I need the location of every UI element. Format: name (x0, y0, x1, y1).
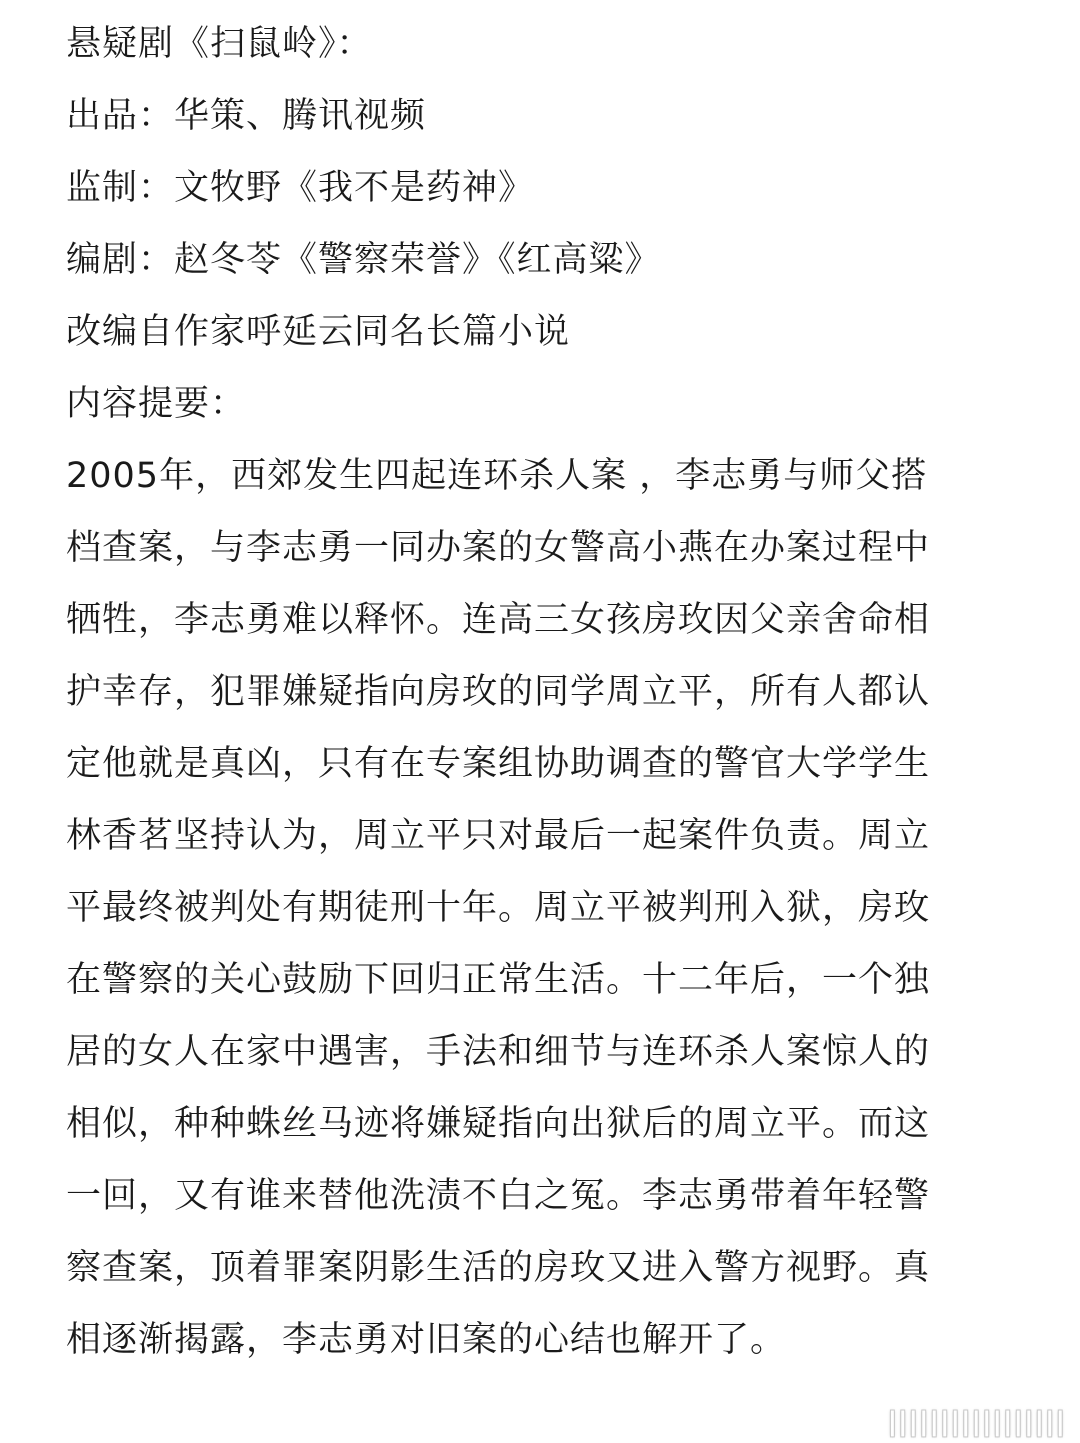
adaptation-line: 改编自作家呼延云同名长篇小说 (66, 312, 571, 352)
summary-line: 定他就是真凶，只有在专案组协助调查的警官大学学生 (66, 744, 931, 784)
producer-line: 出品：华策、腾讯视频 (66, 96, 427, 136)
summary-line: 2005年，西郊发生四起连环杀人案 ，李志勇与师父搭 (66, 456, 928, 496)
summary-line: 居的女人在家中遇害，手法和细节与连环杀人案惊人的 (66, 1032, 931, 1072)
summary-line: 在警察的关心鼓励下回归正常生活。十二年后，一个独 (66, 960, 931, 1000)
document-body (66, 8, 1026, 1376)
summary-line: 相逐渐揭露，李志勇对旧案的心结也解开了。 (66, 1320, 787, 1360)
screenwriter-line: 编剧：赵冬苓《警察荣誉》《红高粱》 (66, 240, 661, 280)
supervisor-line: 监制：文牧野《我不是药神》 (66, 168, 535, 208)
summary-line: 林香茗坚持认为，周立平只对最后一起案件负责。周立 (66, 816, 931, 856)
summary-line: 相似，种种蛛丝马迹将嫌疑指向出狱后的周立平。而这 (66, 1104, 931, 1144)
summary-line: 护幸存，犯罪嫌疑指向房玫的同学周立平，所有人都认 (66, 672, 931, 712)
summary-paragraph (66, 440, 1026, 1376)
summary-line: 察查案，顶着罪案阴影生活的房玫又进入警方视野。真 (66, 1248, 931, 1288)
summary-line: 平最终被判处有期徒刑十年。周立平被判刑入狱，房玫 (66, 888, 931, 928)
summary-line: 一回，又有谁来替他洗渍不白之冤。李志勇带着年轻警 (66, 1176, 931, 1216)
title-line: 悬疑剧《扫鼠岭》： (66, 24, 373, 64)
summary-heading: 内容提要： (66, 384, 247, 424)
summary-line: 档查案，与李志勇一同办案的女警高小燕在办案过程中 (66, 528, 931, 568)
summary-line: 牺牲，李志勇难以释怀。连高三女孩房玫因父亲舍命相 (66, 600, 931, 640)
watermark: ||||||||||||||||| (887, 1407, 1066, 1437)
